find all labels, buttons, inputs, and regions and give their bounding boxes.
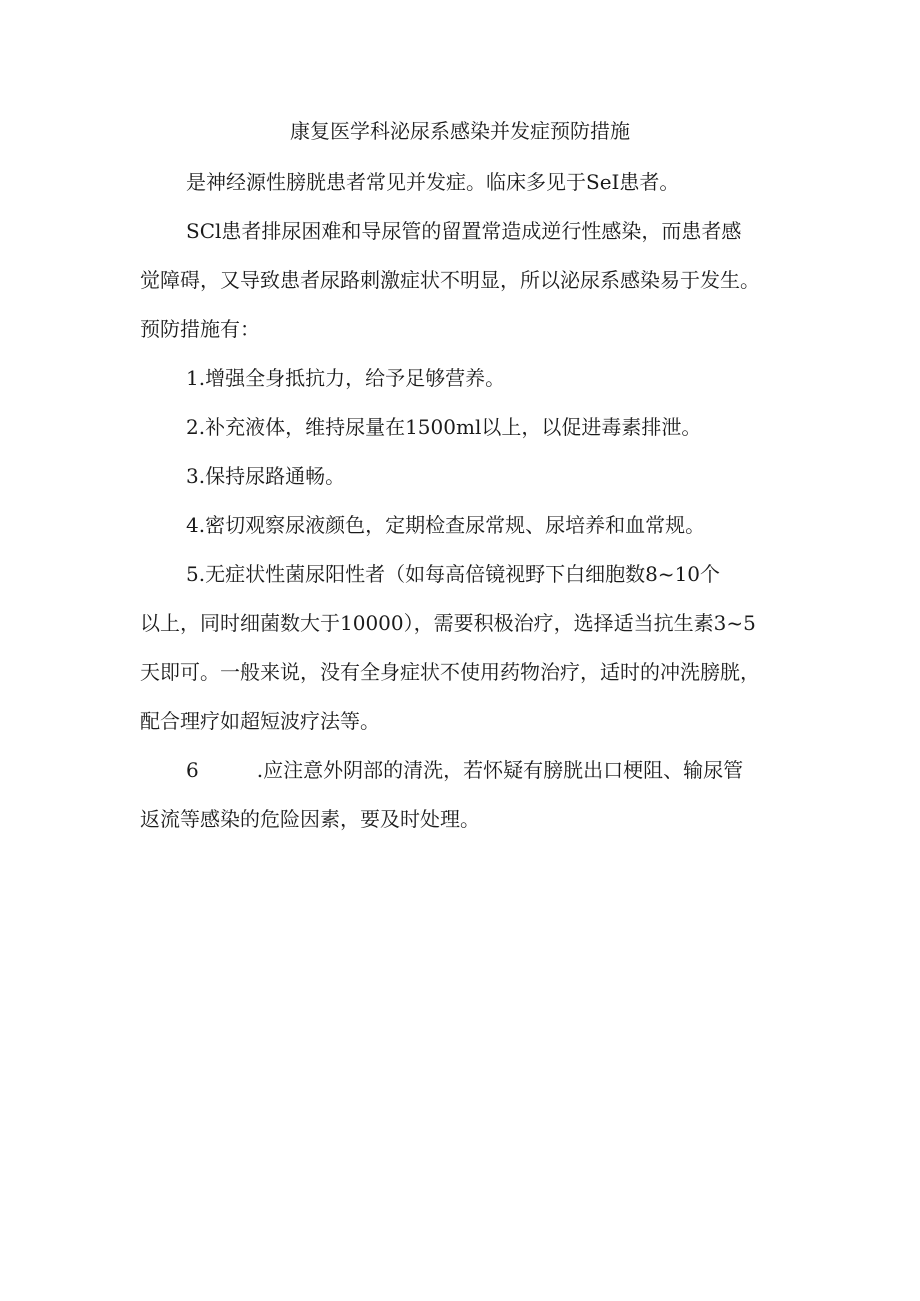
list-item-4: 4.密切观察尿液颜色，定期检查尿常规、尿培养和血常规。 <box>186 513 706 537</box>
list-item-6-number: 6 <box>186 758 199 782</box>
document-title: 康复医学科泌尿系感染并发症预防措施 <box>290 119 630 143</box>
list-item-5-line-1: 5.无症状性菌尿阳性者（如每高倍镜视野下白细胞数8~10个 <box>186 562 721 586</box>
paragraph-2-line-3: 预防措施有： <box>140 317 260 341</box>
intro-paragraph: 是神经源性膀胱患者常见并发症。临床多见于SeI患者。 <box>186 170 680 194</box>
list-item-3: 3.保持尿路通畅。 <box>186 464 346 488</box>
paragraph-2-line-1: SCl患者排尿困难和导尿管的留置常造成逆行性感染，而患者感 <box>186 219 742 243</box>
list-item-5-line-3: 天即可。一般来说，没有全身症状不使用药物治疗，适时的冲洗膀胱， <box>140 660 760 684</box>
list-item-6-text: .应注意外阴部的清洗，若怀疑有膀胱出口梗阻、输尿管 <box>256 758 744 782</box>
list-item-5-line-2: 以上，同时细菌数大于10000），需要积极治疗，选择适当抗生素3~5 <box>140 611 756 635</box>
list-item-6-line-1 <box>186 756 743 784</box>
list-item-5-line-4: 配合理疗如超短波疗法等。 <box>140 709 380 733</box>
paragraph-2-line-2: 觉障碍，又导致患者尿路刺激症状不明显，所以泌尿系感染易于发生。 <box>140 268 760 292</box>
list-item-2: 2.补充液体，维持尿量在1500ml以上，以促进毒素排泄。 <box>186 415 702 439</box>
list-item-6-line-2: 返流等感染的危险因素，要及时处理。 <box>140 807 480 831</box>
list-item-1: 1.增强全身抵抗力，给予足够营养。 <box>186 366 506 390</box>
